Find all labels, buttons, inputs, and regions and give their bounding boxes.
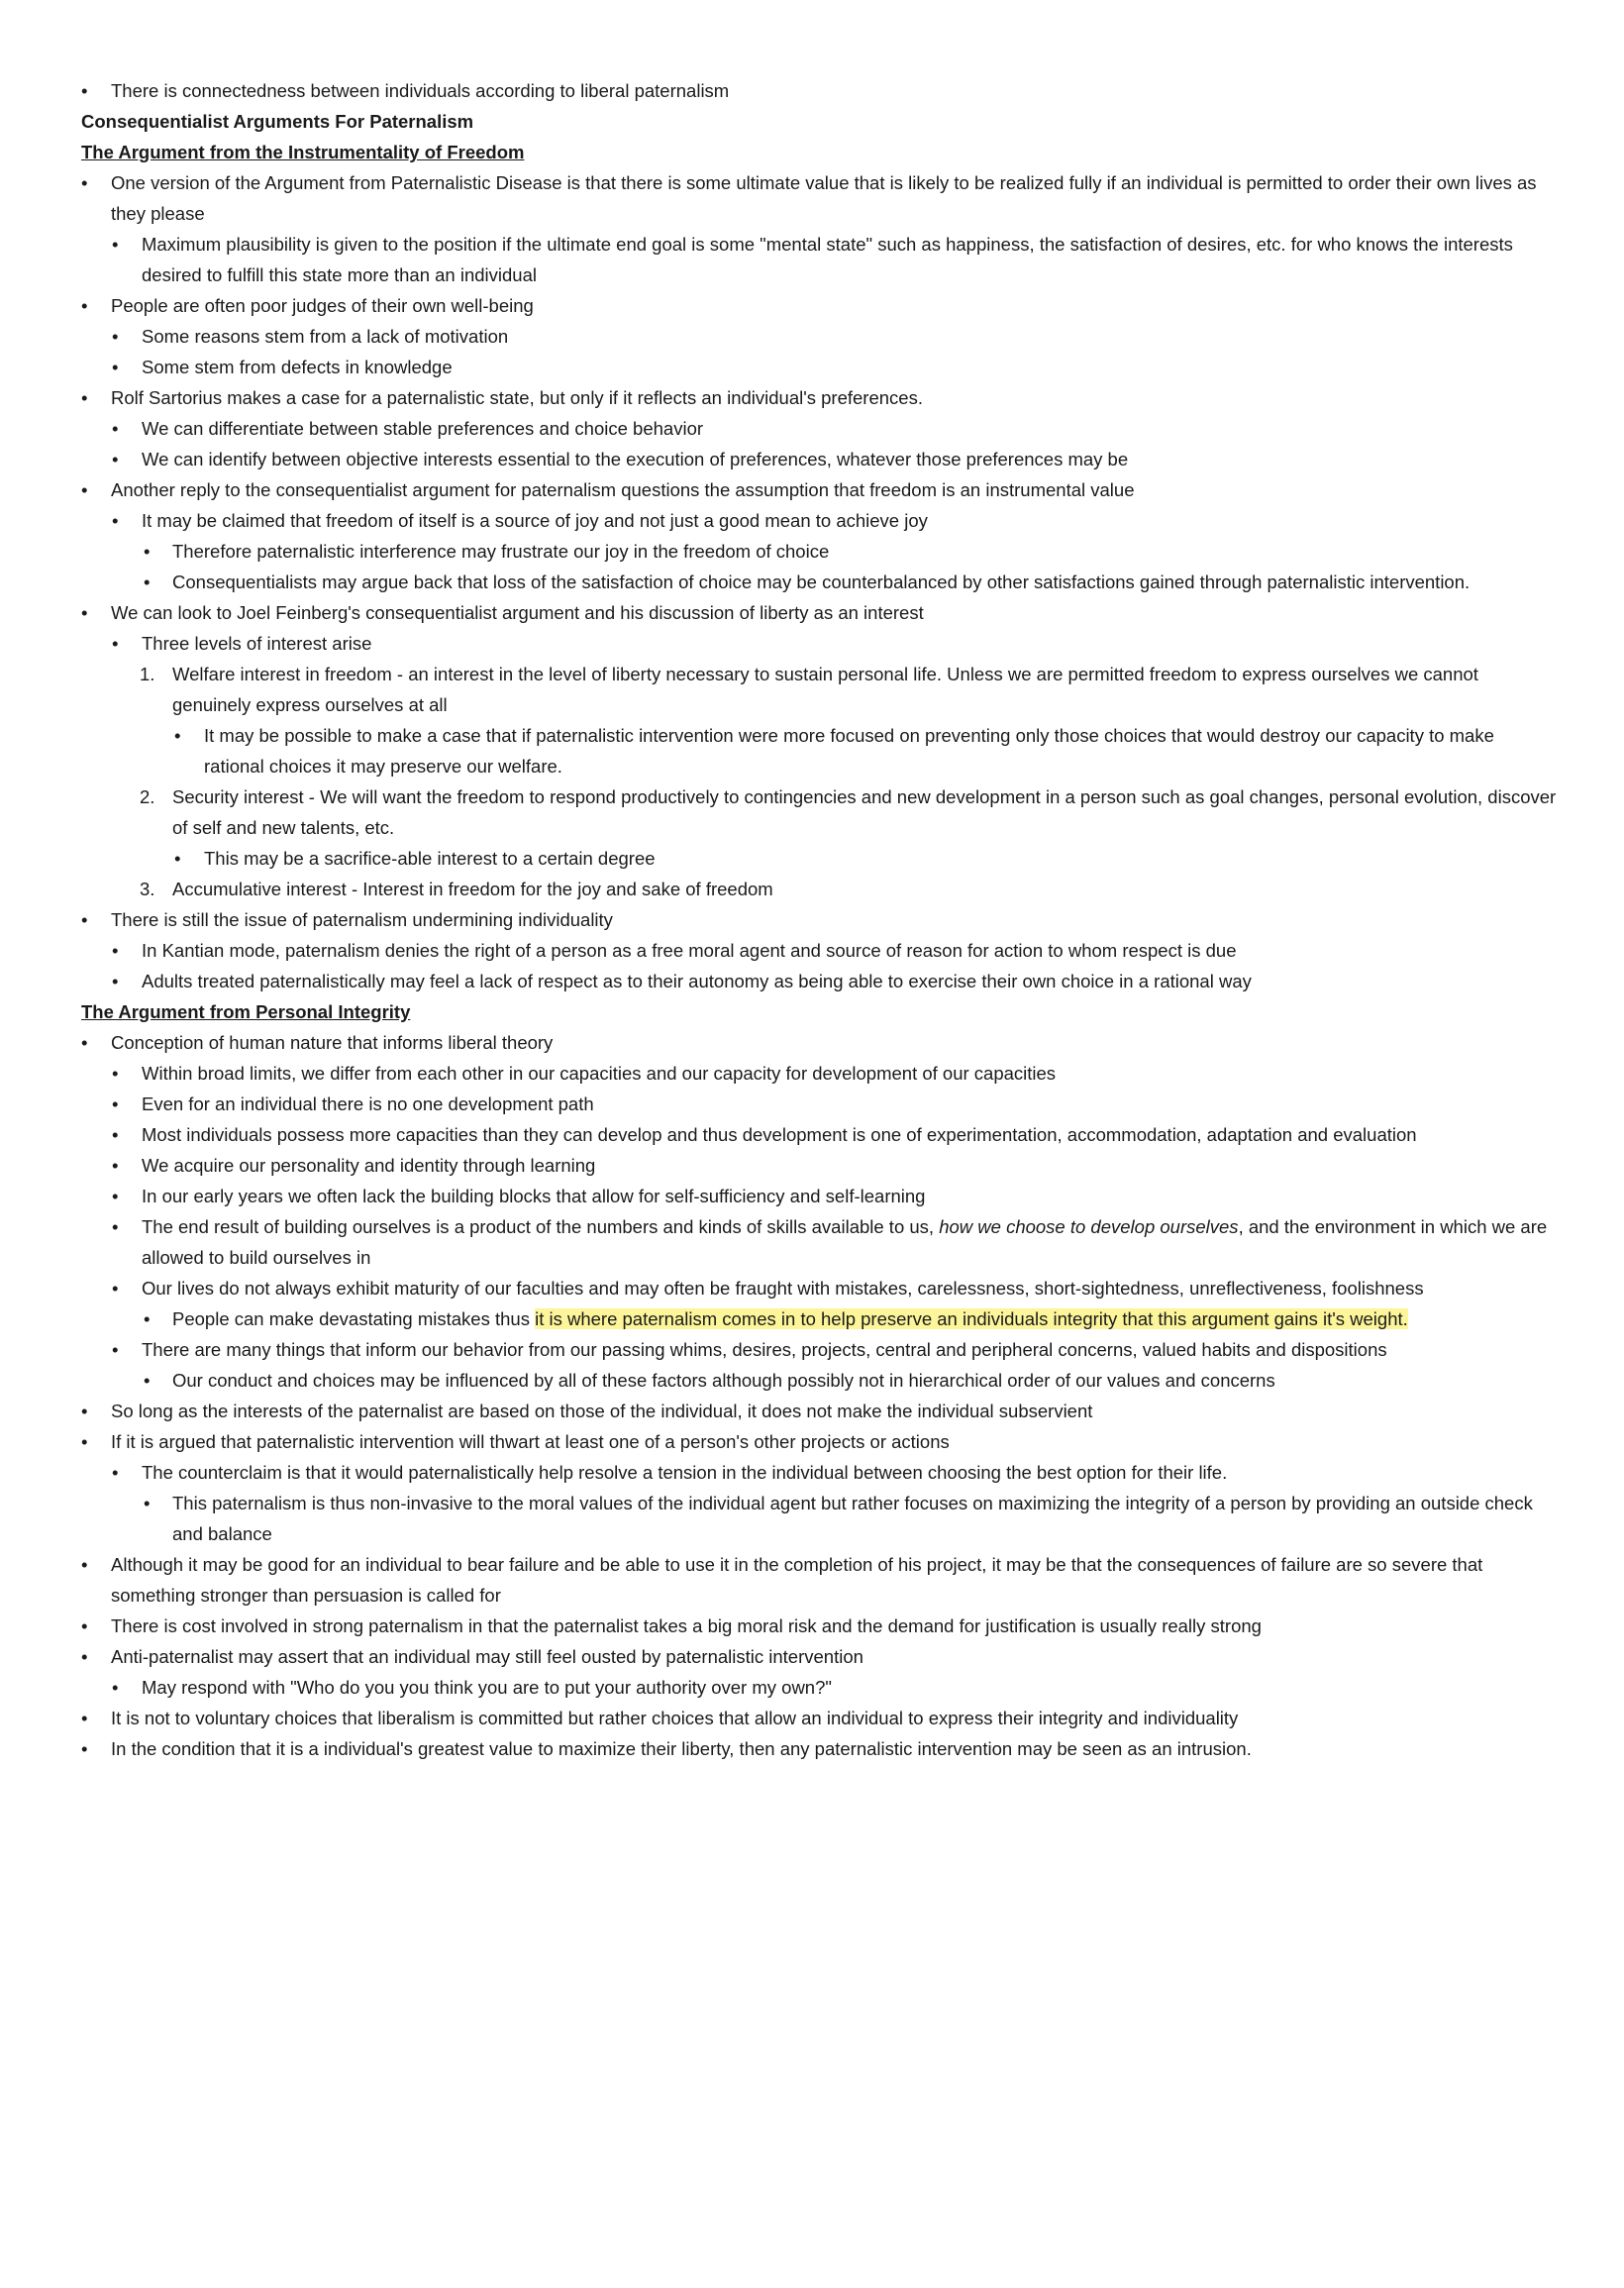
bullet-icon: • xyxy=(81,1032,88,1053)
item-text: Welfare interest in freedom - an interest in the level of liberty necessary to sustain personal life. Unless we are permitted freedom to express ourselves we cannot genuinely express ourselves at all xyxy=(172,664,1478,715)
item-text: There are many things that inform our behavior from our passing whims, desires, projects, central and peripheral concerns, valued habits and dispositions xyxy=(142,1339,1387,1360)
bullet-item xyxy=(0,1611,1624,1641)
bullet-icon: • xyxy=(81,479,88,500)
item-text: Maximum plausibility is given to the position if the ultimate end goal is some "mental state" such as happiness, the satisfaction of desires, etc. for who knows the interests desired to fulfill this state more than an individual xyxy=(142,234,1513,285)
heading-text: Consequentialist Arguments For Paternalism xyxy=(81,111,474,132)
bullet-item xyxy=(0,1549,1624,1611)
bullet-item xyxy=(0,382,1624,413)
bullet-icon: • xyxy=(144,572,151,592)
item-text: Another reply to the consequentialist argument for paternalism questions the assumption that freedom is an instrumental value xyxy=(111,479,1135,500)
bullet-icon: • xyxy=(81,1401,88,1421)
bullet-icon: • xyxy=(81,909,88,930)
bullet-item xyxy=(0,935,1624,966)
bullet-item xyxy=(0,474,1624,505)
item-text: In the condition that it is a individual's greatest value to maximize their liberty, then any paternalistic intervention may be seen as an intrusion. xyxy=(111,1738,1252,1759)
bullet-icon: • xyxy=(174,848,181,869)
bullet-item xyxy=(0,843,1624,874)
item-text: It is not to voluntary choices that liberalism is committed but rather choices that allow an individual to express their integrity and individuality xyxy=(111,1708,1239,1728)
bullet-icon: • xyxy=(112,326,119,347)
list-number: 3. xyxy=(140,879,155,899)
item-text: Our conduct and choices may be influenced by all of these factors although possibly not in hierarchical order of our values and concerns xyxy=(172,1370,1275,1391)
bullet-item xyxy=(0,1396,1624,1426)
bullet-icon: • xyxy=(112,449,119,469)
bullet-icon: • xyxy=(81,1646,88,1667)
bullet-icon: • xyxy=(112,1093,119,1114)
item-text: People are often poor judges of their own well-being xyxy=(111,295,534,316)
bullet-item xyxy=(0,75,1624,106)
numbered-item xyxy=(0,659,1624,720)
bullet-item xyxy=(0,229,1624,290)
item-text: Some reasons stem from a lack of motivation xyxy=(142,326,509,347)
bullet-item xyxy=(0,1058,1624,1089)
bullet-icon: • xyxy=(144,1370,151,1391)
bullet-icon: • xyxy=(112,1278,119,1299)
item-text: Consequentialists may argue back that loss of the satisfaction of choice may be counterbalanced by other satisfactions gained through paternalistic intervention. xyxy=(172,572,1471,592)
bullet-icon: • xyxy=(81,1615,88,1636)
bullet-item xyxy=(0,1672,1624,1703)
item-text: It may be possible to make a case that if paternalistic intervention were more focused on preventing only those choices that would destroy our capacity to make rational choices it may preserve our welfare. xyxy=(204,725,1494,777)
bullet-item xyxy=(0,966,1624,996)
item-text: Rolf Sartorius makes a case for a paternalistic state, but only if it reflects an individual's preferences. xyxy=(111,387,923,408)
item-text: Our lives do not always exhibit maturity of our faculties and may often be fraught with mistakes, carelessness, short-sightedness, unreflectiveness, foolishness xyxy=(142,1278,1424,1299)
bullet-icon: • xyxy=(81,1708,88,1728)
bullet-item xyxy=(0,413,1624,444)
bullet-icon: • xyxy=(112,1186,119,1206)
item-text: Even for an individual there is no one development path xyxy=(142,1093,594,1114)
bullet-icon: • xyxy=(81,172,88,193)
bullet-item xyxy=(0,1426,1624,1457)
bullet-icon: • xyxy=(81,1431,88,1452)
bullet-item xyxy=(0,290,1624,321)
bullet-item xyxy=(0,567,1624,597)
emphasized-text: how we choose to develop ourselves xyxy=(939,1216,1239,1237)
bullet-item xyxy=(0,904,1624,935)
bullet-icon: • xyxy=(174,725,181,746)
item-text: Security interest - We will want the freedom to respond productively to contingencies and new development in a person such as goal changes, personal evolution, discover of self and new talents, etc. xyxy=(172,786,1557,838)
heading-text: The Argument from the Instrumentality of Freedom xyxy=(81,142,525,162)
numbered-item xyxy=(0,874,1624,904)
bullet-icon: • xyxy=(144,1308,151,1329)
bullet-item xyxy=(0,321,1624,352)
bullet-icon: • xyxy=(112,1216,119,1237)
bullet-icon: • xyxy=(81,1554,88,1575)
item-text: We can differentiate between stable preferences and choice behavior xyxy=(142,418,704,439)
item-text: We can look to Joel Feinberg's consequentialist argument and his discussion of liberty as an interest xyxy=(111,602,924,623)
bullet-icon: • xyxy=(112,971,119,991)
item-text: In Kantian mode, paternalism denies the right of a person as a free moral agent and source of reason for action to whom respect is due xyxy=(142,940,1237,961)
bullet-icon: • xyxy=(112,1462,119,1483)
list-number: 2. xyxy=(140,786,155,807)
item-text: Although it may be good for an individual to bear failure and be able to use it in the completion of his project, it may be that the consequences of failure are so severe that something stronger than persuasion is called for xyxy=(111,1554,1483,1606)
item-text: Adults treated paternalistically may feel a lack of respect as to their autonomy as being able to exercise their own choice in a rational way xyxy=(142,971,1252,991)
bullet-icon: • xyxy=(112,1124,119,1145)
item-text: Conception of human nature that informs liberal theory xyxy=(111,1032,554,1053)
bullet-icon: • xyxy=(112,510,119,531)
bullet-item xyxy=(0,352,1624,382)
bullet-item xyxy=(0,628,1624,659)
bullet-item xyxy=(0,1303,1624,1334)
bullet-icon: • xyxy=(112,357,119,377)
item-text: Therefore paternalistic interference may frustrate our joy in the freedom of choice xyxy=(172,541,830,562)
numbered-item xyxy=(0,781,1624,843)
list-number: 1. xyxy=(140,664,155,684)
item-text: We acquire our personality and identity through learning xyxy=(142,1155,596,1176)
item-text: We can identify between objective interests essential to the execution of preferences, whatever those preferences may be xyxy=(142,449,1129,469)
bullet-icon: • xyxy=(112,633,119,654)
item-text: , and the environment in which we are allowed to build ourselves in xyxy=(142,1216,1548,1268)
bullet-item xyxy=(0,1334,1624,1365)
bullet-item xyxy=(0,597,1624,628)
item-text: If it is argued that paternalistic intervention will thwart at least one of a person's other projects or actions xyxy=(111,1431,950,1452)
item-text: Within broad limits, we differ from each other in our capacities and our capacity for development of our capacities xyxy=(142,1063,1057,1084)
bullet-item xyxy=(0,536,1624,567)
item-text: Three levels of interest arise xyxy=(142,633,372,654)
bullet-item xyxy=(0,1211,1624,1273)
document-body xyxy=(0,75,1624,1764)
item-text: Some stem from defects in knowledge xyxy=(142,357,453,377)
bullet-item xyxy=(0,444,1624,474)
bullet-icon: • xyxy=(112,1339,119,1360)
bullet-item xyxy=(0,167,1624,229)
item-text: There is cost involved in strong paternalism in that the paternalist takes a big moral risk and the demand for justification is usually really strong xyxy=(111,1615,1262,1636)
bullet-icon: • xyxy=(144,541,151,562)
bullet-item xyxy=(0,1181,1624,1211)
item-text: In our early years we often lack the building blocks that allow for self-sufficiency and self-learning xyxy=(142,1186,926,1206)
heading-text: The Argument from Personal Integrity xyxy=(81,1001,411,1022)
bullet-item xyxy=(0,1488,1624,1549)
item-text: So long as the interests of the paternalist are based on those of the individual, it does not make the individual subservient xyxy=(111,1401,1093,1421)
section-heading xyxy=(0,996,1624,1027)
bullet-item xyxy=(0,1027,1624,1058)
item-text: May respond with "Who do you you think you are to put your authority over my own?" xyxy=(142,1677,832,1698)
bullet-item xyxy=(0,1641,1624,1672)
bullet-icon: • xyxy=(81,295,88,316)
item-text: This may be a sacrifice-able interest to a certain degree xyxy=(204,848,656,869)
bullet-item xyxy=(0,720,1624,781)
bullet-icon: • xyxy=(144,1493,151,1513)
bullet-item xyxy=(0,1119,1624,1150)
bullet-icon: • xyxy=(81,1738,88,1759)
bullet-item xyxy=(0,505,1624,536)
bullet-icon: • xyxy=(112,418,119,439)
item-text: This paternalism is thus non-invasive to the moral values of the individual agent but rather focuses on maximizing the integrity of a person by providing an outside check and balance xyxy=(172,1493,1533,1544)
item-text: Accumulative interest - Interest in freedom for the joy and sake of freedom xyxy=(172,879,773,899)
bullet-icon: • xyxy=(112,1063,119,1084)
bullet-icon: • xyxy=(112,1155,119,1176)
bullet-icon: • xyxy=(112,1677,119,1698)
item-text: It may be claimed that freedom of itself is a source of joy and not just a good mean to achieve joy xyxy=(142,510,928,531)
item-text: The counterclaim is that it would paternalistically help resolve a tension in the individual between choosing the best option for their life. xyxy=(142,1462,1228,1483)
bullet-icon: • xyxy=(81,602,88,623)
bullet-item xyxy=(0,1365,1624,1396)
bullet-icon: • xyxy=(112,234,119,255)
bullet-icon: • xyxy=(81,80,88,101)
bullet-item xyxy=(0,1089,1624,1119)
highlighted-text: it is where paternalism comes in to help preserve an individuals integrity that this argument gains it's weight. xyxy=(535,1308,1408,1329)
bullet-item xyxy=(0,1457,1624,1488)
item-text: There is still the issue of paternalism undermining individuality xyxy=(111,909,613,930)
item-text: Most individuals possess more capacities than they can develop and thus development is one of experimentation, accommodation, adaptation and evaluation xyxy=(142,1124,1417,1145)
bullet-item xyxy=(0,1733,1624,1764)
section-heading xyxy=(0,137,1624,167)
bullet-icon: • xyxy=(81,387,88,408)
item-text: Anti-paternalist may assert that an individual may still feel ousted by paternalistic intervention xyxy=(111,1646,863,1667)
bullet-icon: • xyxy=(112,940,119,961)
bullet-item xyxy=(0,1150,1624,1181)
item-text: There is connectedness between individuals according to liberal paternalism xyxy=(111,80,730,101)
bullet-item xyxy=(0,1273,1624,1303)
item-text: One version of the Argument from Paternalistic Disease is that there is some ultimate value that is likely to be realized fully if an individual is permitted to order their own lives as they please xyxy=(111,172,1537,224)
bullet-item xyxy=(0,1703,1624,1733)
item-text: People can make devastating mistakes thus xyxy=(172,1308,536,1329)
section-heading xyxy=(0,106,1624,137)
item-text: The end result of building ourselves is a product of the numbers and kinds of skills available to us, xyxy=(142,1216,940,1237)
